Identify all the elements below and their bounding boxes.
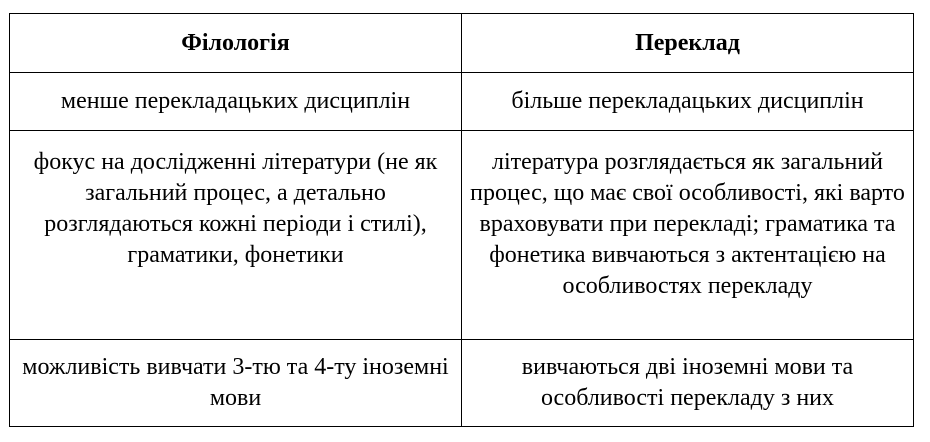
table-cell — [462, 131, 914, 340]
table-cell: можливість вивчати 3-тю та 4-ту іноземні мови — [10, 340, 462, 427]
table-row — [10, 131, 914, 340]
cell-text: фокус на дослідженні літератури (не як загальний процес, а детально розглядаються кожні періоди і стилі), граматики, фонетики — [33, 149, 438, 268]
table-cell: більше перекладацьких дисциплін — [462, 73, 914, 131]
table-header-row — [10, 14, 914, 73]
cell-text: література розглядається як загальний процес, що має свої особливості, які варто враховувати при перекладі; граматика та фонетика вивчаються з актентацією на особливостях перекладу — [470, 149, 905, 299]
table-cell — [10, 131, 462, 340]
header-translation: Переклад — [462, 14, 914, 73]
table-cell: вивчаються дві іноземні мови та особливості перекладу з них — [462, 340, 914, 427]
table-cell: менше перекладацьких дисциплін — [10, 73, 462, 131]
header-philology: Філологія — [10, 14, 462, 73]
comparison-table — [9, 13, 914, 427]
table-row — [10, 340, 914, 427]
table-row — [10, 73, 914, 131]
